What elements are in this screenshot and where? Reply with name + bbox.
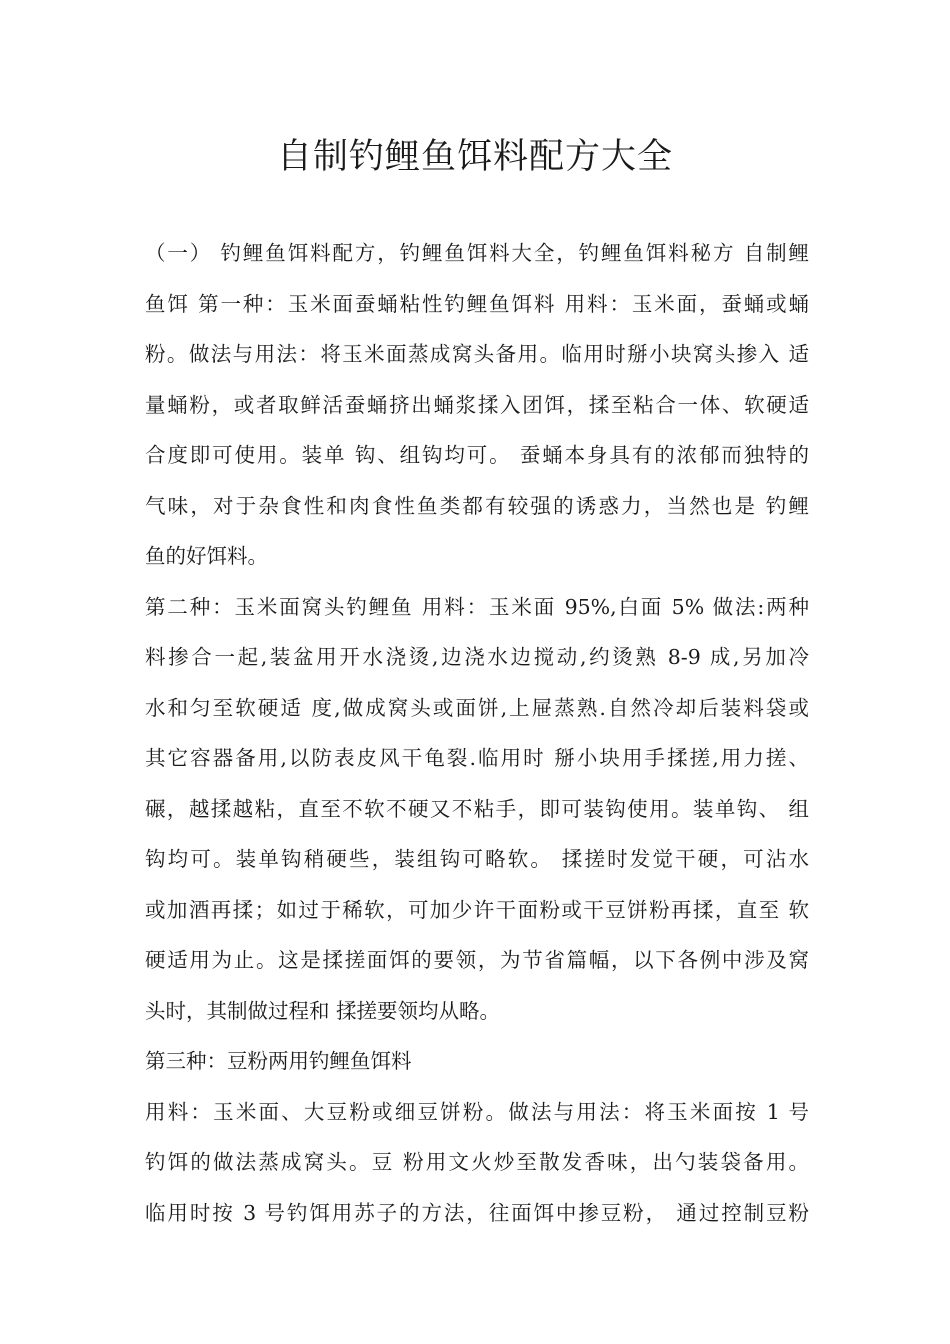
text-line: 硬适用为止。这是揉搓面饵的要领，为节省篇幅，以下各例中涉及窝 xyxy=(145,948,809,972)
document-title: 自制钓鲤鱼饵料配方大全 xyxy=(276,137,673,177)
text-line: 用料：玉米面、大豆粉或细豆饼粉。做法与用法：将玉米面按 1 号 xyxy=(145,1099,809,1124)
text-line: 气味，对于杂食性和肉食性鱼类都有较强的诱惑力，当然也是 钓鲤 xyxy=(145,493,809,518)
text-line: 鱼饵 第一种：玉米面蚕蛹粘性钓鲤鱼饵料 用料：玉米面，蚕蛹或蛹 xyxy=(145,291,809,316)
text-line: （一） 钓鲤鱼饵料配方，钓鲤鱼饵料大全，钓鲤鱼饵料秘方 自制鲤 xyxy=(145,241,809,265)
paragraph-1 xyxy=(145,228,809,582)
text-line: 料掺合一起,装盆用开水浇烫,边浇水边搅动,约烫熟 8-9 成,另加冷 xyxy=(145,645,809,669)
text-line: 第三种：豆粉两用钓鲤鱼饵料 xyxy=(145,1049,412,1073)
text-line: 头时，其制做过程和 揉搓要领均从略。 xyxy=(145,998,501,1023)
text-line: 临用时按 3 号钓饵用苏子的方法，往面饵中掺豆粉， 通过控制豆粉 xyxy=(145,1200,809,1225)
text-line: 水和匀至软硬适 度,做成窝头或面饼,上屉蒸熟.自然冷却后装料袋或 xyxy=(145,695,809,720)
text-line: 钓饵的做法蒸成窝头。豆 粉用文火炒至散发香味，出勺装袋备用。 xyxy=(145,1150,809,1174)
text-line: 碾，越揉越粘，直至不软不硬又不粘手，即可装钩使用。装单钩、 组 xyxy=(145,796,809,821)
text-line: 鱼的好饵料。 xyxy=(145,544,268,568)
text-line: 钩均可。装单钩稍硬些，装组钩可略软。 揉搓时发觉干硬，可沾水 xyxy=(145,847,809,871)
text-line: 合度即可使用。装单 钩、组钩均可。 蚕蛹本身具有的浓郁而独特的 xyxy=(145,443,809,467)
paragraph-4 xyxy=(145,1087,809,1239)
document-body xyxy=(145,228,809,1238)
paragraph-2 xyxy=(145,582,809,1037)
text-line: 量蛹粉，或者取鲜活蚕蛹挤出蛹浆揉入团饵，揉至粘合一体、软硬适 xyxy=(145,392,809,417)
text-line: 其它容器备用,以防表皮风干龟裂.临用时 掰小块用手揉搓,用力搓、 xyxy=(145,746,809,770)
text-line: 或加酒再揉；如过于稀软，可加少许干面粉或干豆饼粉再揉，直至 软 xyxy=(145,897,809,922)
paragraph-3 xyxy=(145,1036,809,1087)
text-line: 粉。做法与用法：将玉米面蒸成窝头备用。临用时掰小块窝头掺入 适 xyxy=(145,342,809,366)
text-line: 第二种：玉米面窝头钓鲤鱼 用料：玉米面 95%,白面 5% 做法:两种 xyxy=(145,594,809,619)
